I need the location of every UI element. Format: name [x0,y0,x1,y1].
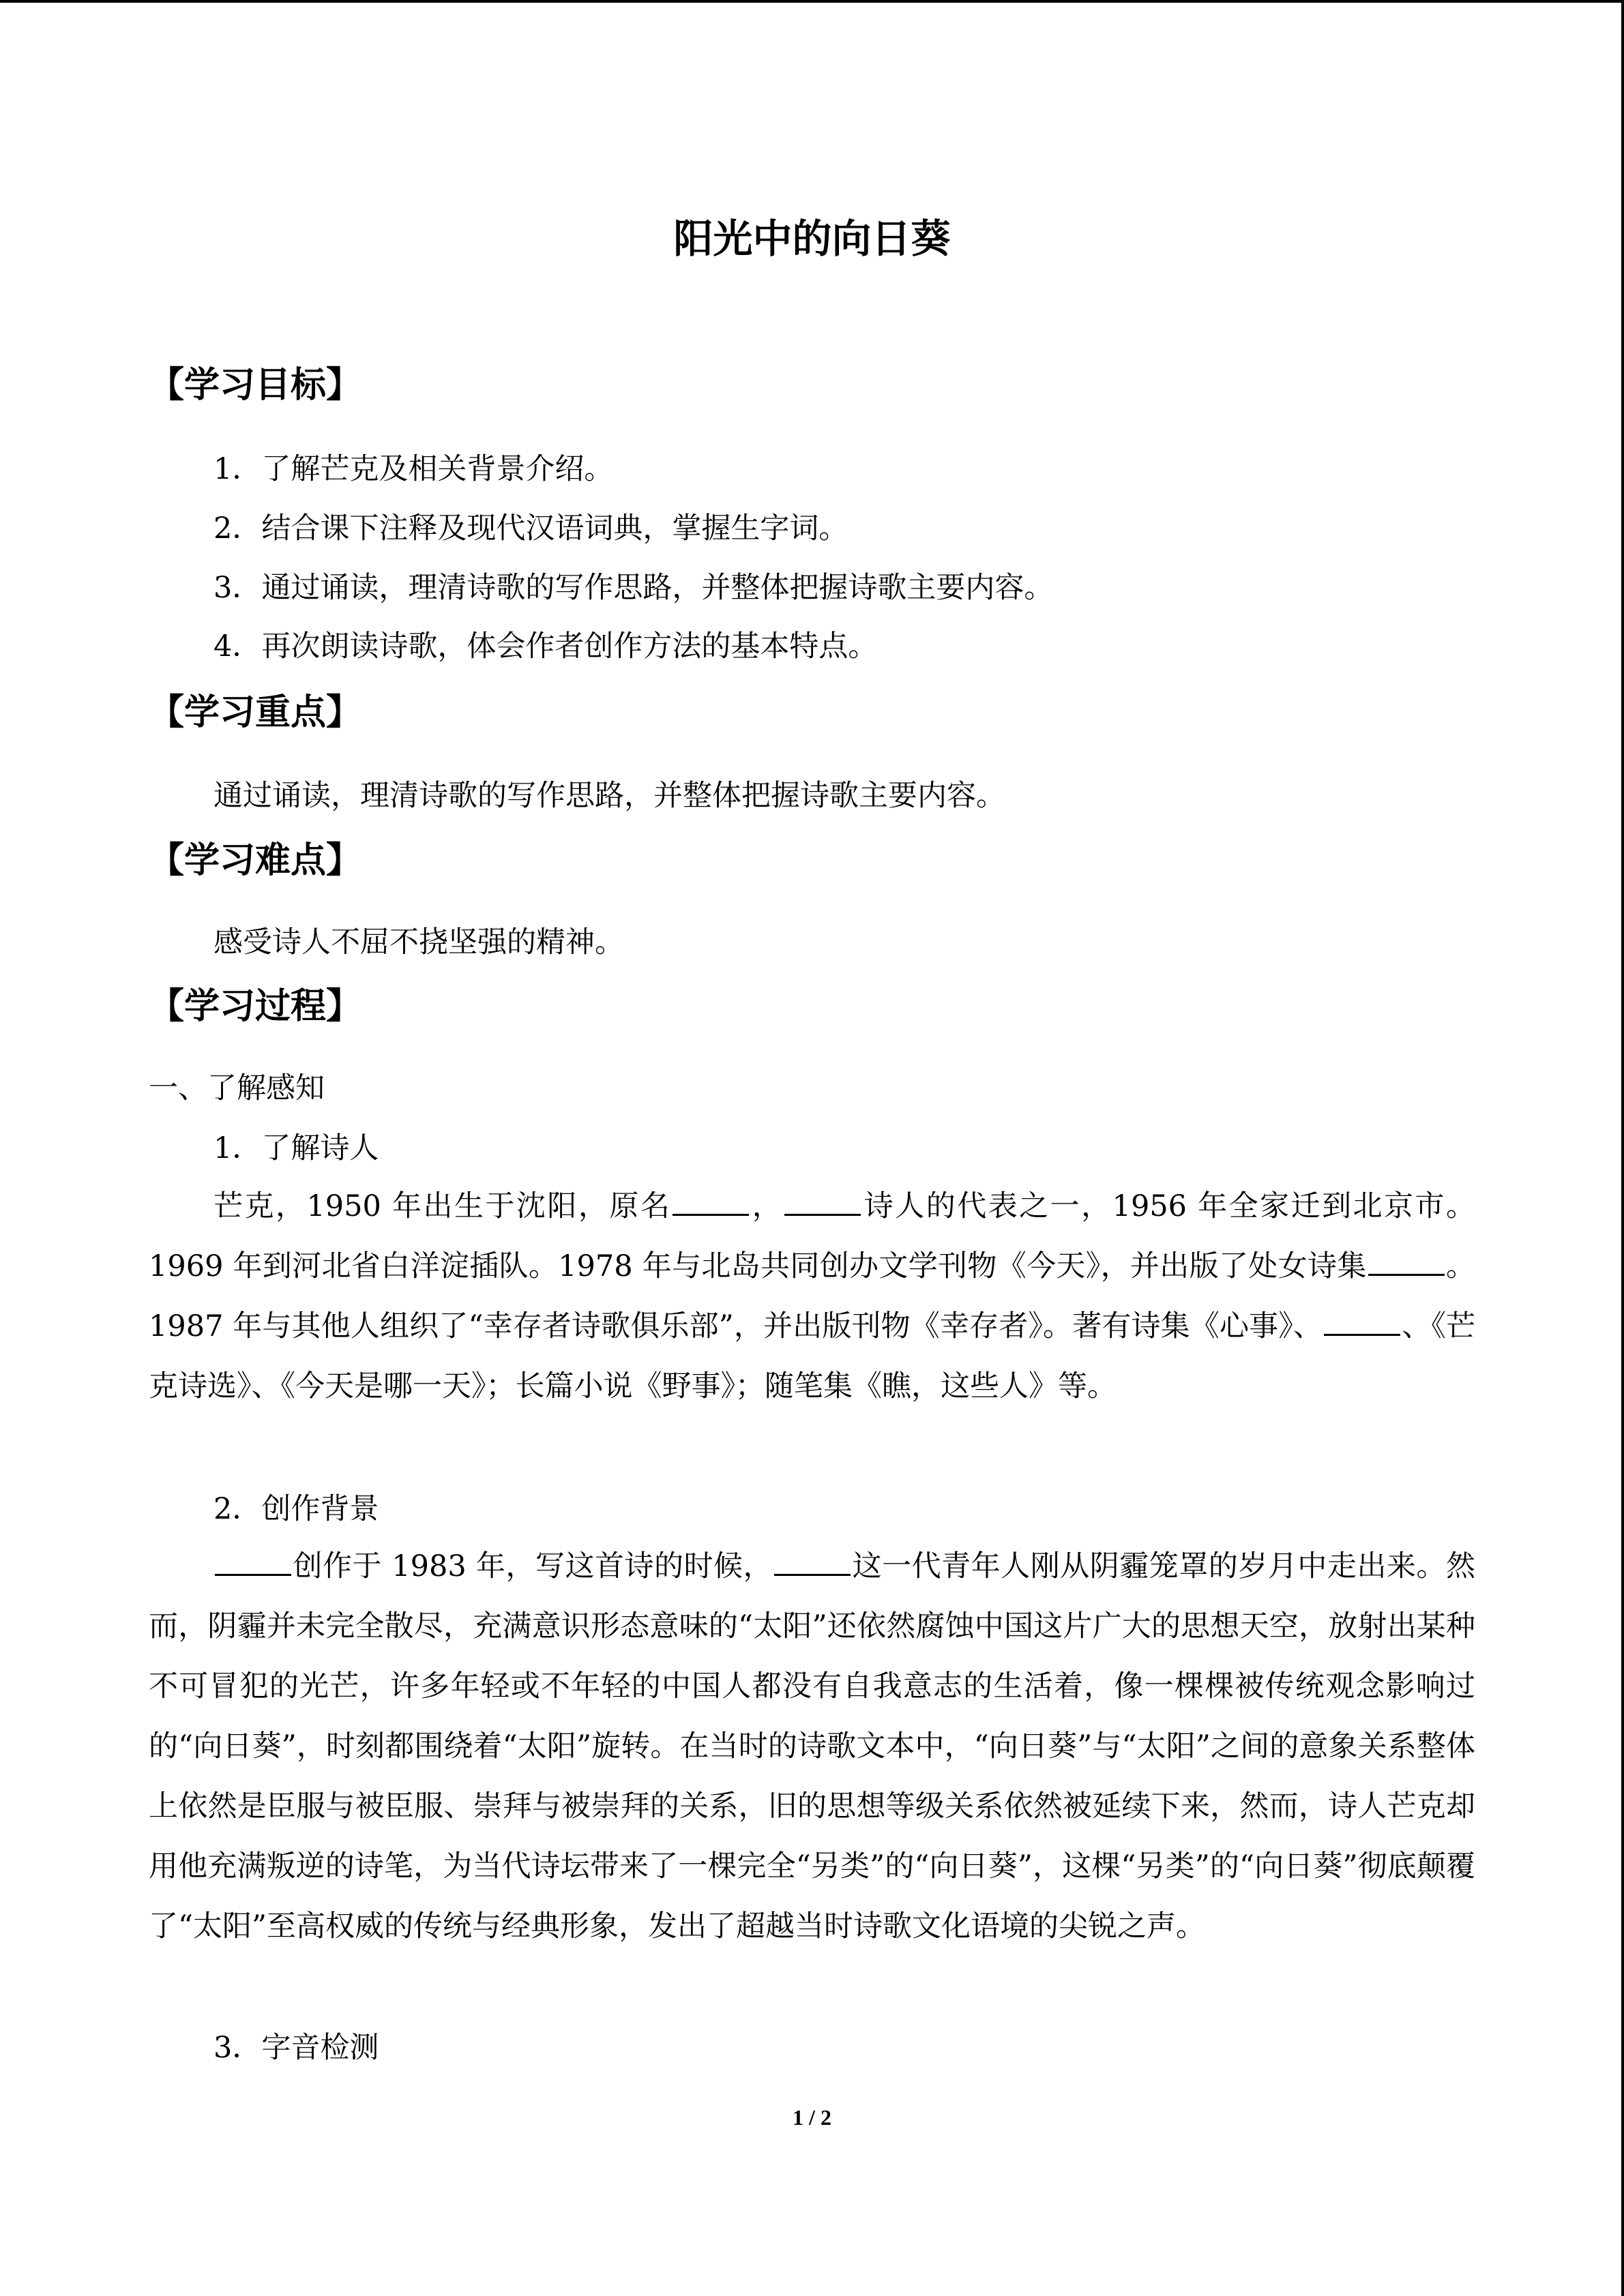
poet-text-5: 、《芒克诗选》、《今天是哪一天》；长篇小说《野事》；随笔集《瞧，这些人》等。 [149,1309,1475,1403]
page-border-right [1621,0,1624,2296]
blank-first-collection[interactable] [1368,1244,1445,1276]
goal-item-3: 3．通过诵读，理清诗歌的写作思路，并整体把握诗歌主要内容。 [213,571,1054,605]
heading-process: 【学习过程】 [149,986,362,1027]
blank-other-collection[interactable] [1324,1304,1400,1336]
sub-2-title: 2．创作背景 [213,1492,379,1526]
poet-text-4: 。1987 年与其他人组织了“幸存者诗歌俱乐部”，并出版刊物《幸存者》。著有诗集《心事》、 [149,1249,1475,1343]
background-paragraph [149,1536,1475,1956]
blank-original-name[interactable] [673,1184,749,1216]
background-text-2: 这一代青年人刚从阴霾笼罩的岁月中走出来。然而，阴霾并未完全散尽，充满意识形态意味的“太阳”还依然腐蚀中国这片广大的思想天空，放射出某种不可冒犯的光芒，许多年轻或不年轻的中国人都没有自我意志的生活着，像一棵棵被传统观念影响过的“向日葵”，时刻都围绕着“太阳”旋转。在当时的诗歌文本中，“向日葵”与“太阳”之间的意象关系整体上依然是臣服与被臣服、崇拜与被崇拜的关系，旧的思想等级关系依然被延续下来，然而，诗人芒克却用他充满叛逆的诗笔，为当代诗坛带来了一棵完全“另类”的“向日葵”，这棵“另类”的“向日葵”彻底颠覆了“太阳”至高权威的传统与经典形象，发出了超越当时诗歌文化语境的尖锐之声。 [149,1549,1476,1943]
part-1-title: 一、了解感知 [149,1071,325,1105]
blank-poetry-school[interactable] [784,1184,861,1216]
difficulties-text: 感受诗人不屈不挠坚强的精神。 [213,925,624,959]
blank-generation[interactable] [774,1544,851,1576]
goal-item-4: 4．再次朗读诗歌，体会作者创作方法的基本特点。 [213,629,878,664]
poet-paragraph [149,1176,1475,1416]
key-points-text: 通过诵读，理清诗歌的写作思路，并整体把握诗歌主要内容。 [213,779,1005,813]
heading-goals: 【学习目标】 [149,365,362,406]
goal-item-1: 1．了解芒克及相关背景介绍。 [213,452,614,486]
heading-key-points: 【学习重点】 [149,692,362,733]
poet-text-2: ， [750,1189,784,1223]
page-number: 1 / 2 [793,2105,831,2130]
blank-poem-title[interactable] [215,1544,291,1576]
background-text-1: 创作于 1983 年，写这首诗的时候， [293,1549,773,1583]
poet-text-3: 诗人的代表之一，1956 年全家迁到北京市。1969 年到河北省白洋淀插队。1978 年与北岛共同创办文学刊物《今天》，并出版了处女诗集 [149,1189,1476,1283]
goal-item-2: 2．结合课下注释及现代汉语词典，掌握生字词。 [213,511,848,546]
sub-3-title: 3．字音检测 [213,2031,379,2065]
sub-1-title: 1．了解诗人 [213,1131,379,1165]
heading-difficulties: 【学习难点】 [149,840,362,881]
document-title: 阳光中的向日葵 [673,215,951,262]
page-border-top [0,0,1624,3]
poet-text-1: 芒克，1950 年出生于沈阳，原名 [213,1189,672,1223]
